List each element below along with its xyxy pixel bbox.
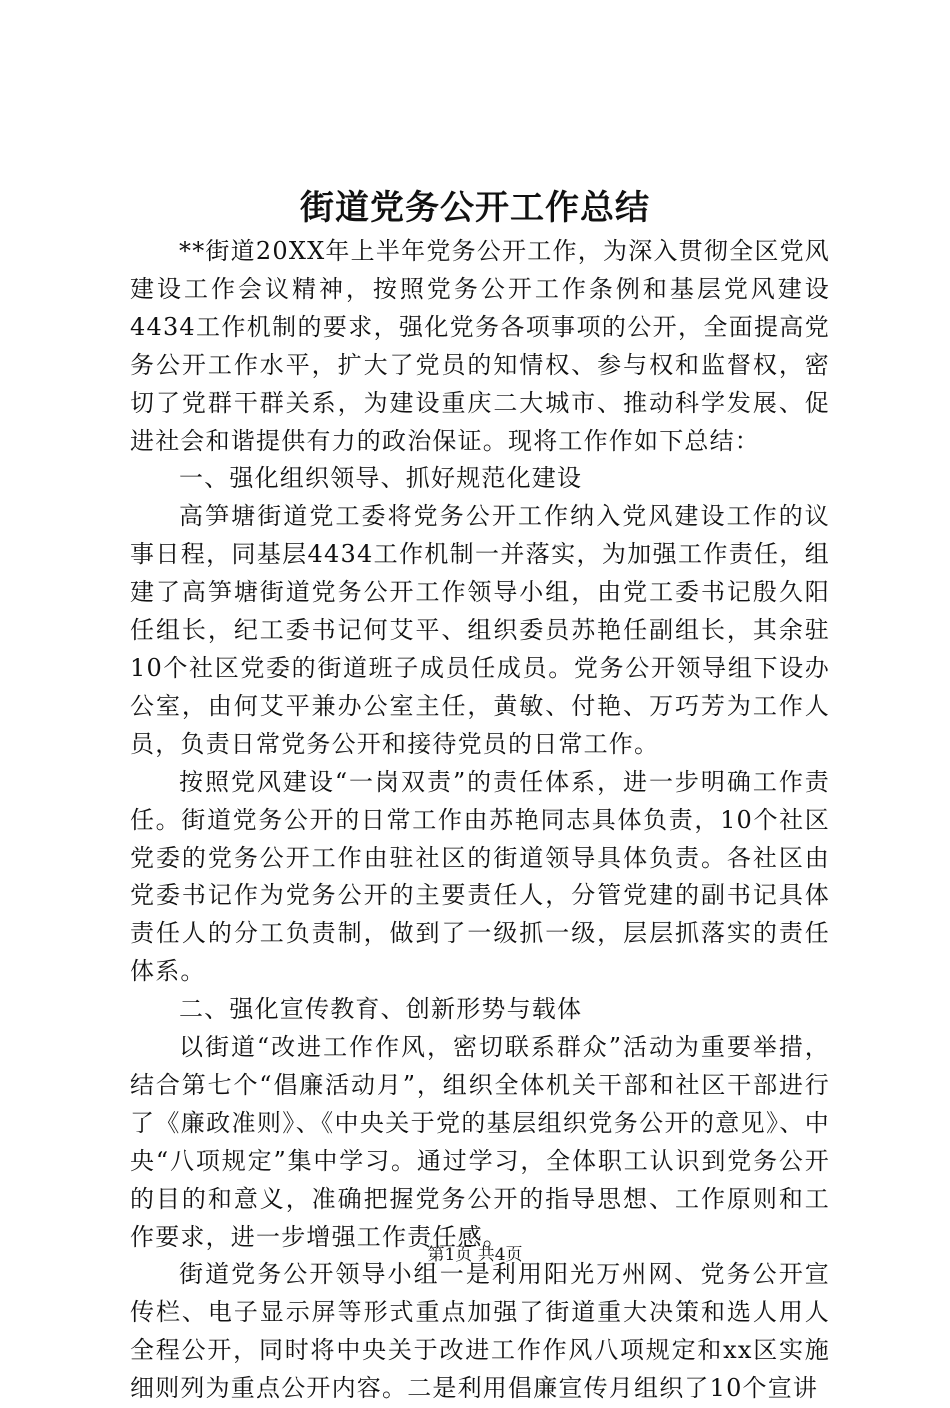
section-heading-2: 二、强化宣传教育、创新形势与载体 [179,995,583,1024]
paragraph-responsibility: 按照党风建设“一岗双责”的责任体系，进一步明确工作责任。街道党务公开的日常工作由苏艳同志具体负责，10个社区党委的党务公开工作由驻社区的街道领导具体负责。各社区由党委书记作为党务公开的主要责任人，分管党建的副书记具体责任人的分工负责制，做到了一级抓一级，层层抓落实的责任体系。 [130,767,830,986]
paragraph-publicity: 街道党务公开领导小组一是利用阳光万州网、党务公开宣传栏、电子显示屏等形式重点加强了街道重大决策和选人用人全程公开，同时将中央关于改进工作作风八项规定和xx区实施细则列为重点公开内容。二是利用倡廉宣传月组织了10个宣讲 [130,1260,830,1403]
paragraph-intro: **街道20XX年上半年党务公开工作，为深入贯彻全区党风建设工作会议精神，按照党务公开工作条例和基层党风建设4434工作机制的要求，强化党务各项事项的公开，全面提高党务公开工作水平，扩大了党员的知情权、参与权和监督权，密切了党群干群关系，为建设重庆二大城市、推动科学发展、促进社会和谐提供有力的政治保证。现将工作作如下总结： [130,237,830,455]
page-footer: 第1页 共4页 [427,1245,523,1265]
document-title: 街道党务公开工作总结 [300,188,650,228]
document-body [130,233,830,1408]
section-heading-1: 一、强化组织领导、抓好规范化建设 [179,464,583,493]
paragraph-education: 以街道“改进工作作风，密切联系群众”活动为重要举措，结合第七个“倡廉活动月”，组织全体机关干部和社区干部进行了《廉政准则》、《中央关于党的基层组织党务公开的意见》、中央“八项规定”集中学习。通过学习，全体职工认识到党务公开的目的和意义，准确把握党务公开的指导思想、工作原则和工作要求，进一步增强工作责任感。 [130,1033,830,1251]
paragraph-organization: 高笋塘街道党工委将党务公开工作纳入党风建设工作的议事日程，同基层4434工作机制一并落实，为加强工作责任，组建了高笋塘街道党务公开工作领导小组，由党工委书记殷久阳任组长，纪工委书记何艾平、组织委员苏艳任副组长，其余驻10个社区党委的街道班子成员任成员。党务公开领导组下设办公室，由何艾平兼办公室主任，黄敏、付艳、万巧芳为工作人员，负责日常党务公开和接待党员的日常工作。 [130,502,830,758]
